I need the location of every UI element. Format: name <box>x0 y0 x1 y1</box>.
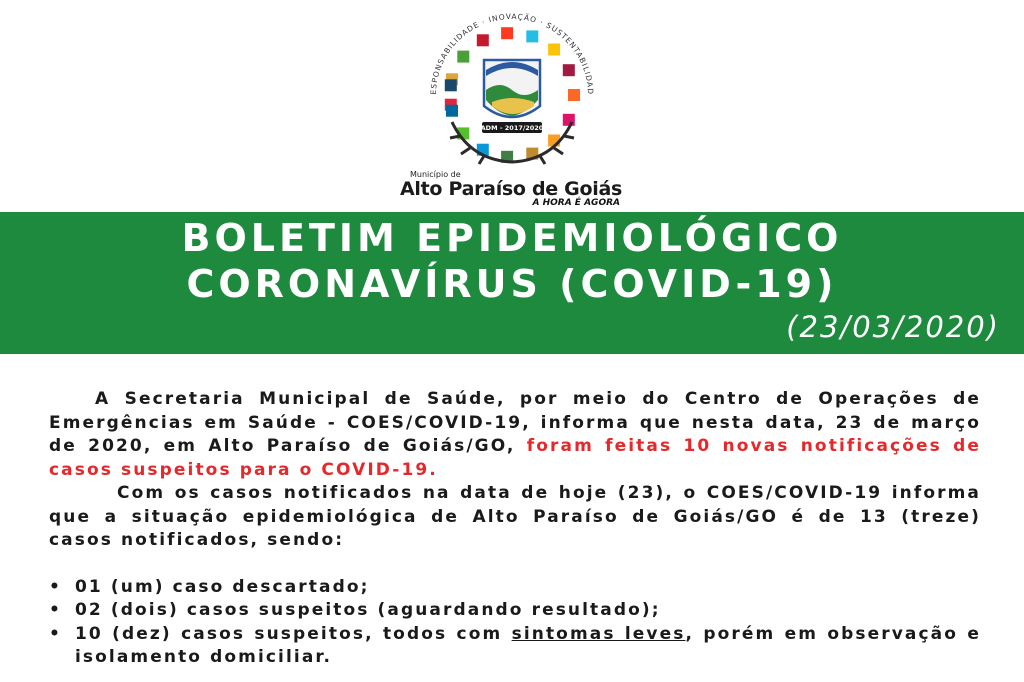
list-item <box>49 623 981 670</box>
shield-icon <box>484 60 540 117</box>
bullet-icon: • <box>49 600 62 620</box>
bulletin-body <box>49 388 981 670</box>
sdg-square <box>477 34 489 46</box>
list-item-text-before: 10 (dez) casos suspeitos, todos com <box>75 623 503 644</box>
list-item-text-after: , porém em observação e isolamento domiciliar. <box>75 623 981 667</box>
municipio-name: Alto Paraíso de Goiás <box>400 178 622 200</box>
municipal-logo <box>400 10 624 210</box>
sdg-square <box>563 64 575 76</box>
sdg-square <box>563 114 575 126</box>
intro-highlight: foram feitas 10 novas notificações de casos suspeitos para o COVID-19. <box>49 436 981 480</box>
mild-symptoms-text: sintomas leves <box>511 623 686 644</box>
list-item-text: 02 (dois) casos suspeitos (aguardando resultado); <box>75 600 661 620</box>
admin-badge-text: ADM - 2017/2020 <box>480 124 544 132</box>
list-item <box>49 576 981 600</box>
sdg-square <box>548 44 560 56</box>
intro-text: A Secretaria Municipal de Saúde, por meio do Centro de Operações de Emergências em Saúde - COES/COVID-19, informa que nesta data, 23 de março de 2020, em Alto Paraíso de Goiás/GO, <box>49 389 981 456</box>
sdg-square <box>457 51 469 63</box>
municipio-label: Município de <box>410 170 461 179</box>
bullet-icon: • <box>49 623 62 644</box>
paragraph-situation: Com os casos notificados na data de hoje (23), o COES/COVID-19 informa que a situação epidemiológica de Alto Paraíso de Goiás/GO é de 13 (treze) casos notificados, sendo: <box>49 483 981 550</box>
case-list <box>49 576 981 670</box>
bullet-icon: • <box>49 576 62 597</box>
sdg-square <box>568 89 580 101</box>
bulletin-date: (23/03/2020) <box>786 310 1000 344</box>
slogan: A HORA É AGORA <box>532 198 620 208</box>
page-title-line-1: BOLETIM EPIDEMIOLÓGICO <box>181 216 843 260</box>
page-title-line-2: CORONAVÍRUS (COVID-19) <box>186 262 838 306</box>
emblem-icon <box>400 10 624 175</box>
list-item-text: 01 (um) caso descartado; <box>75 576 370 597</box>
list-item <box>49 599 981 623</box>
paragraph-intro <box>49 388 981 482</box>
sdg-square <box>446 105 458 117</box>
sdg-square <box>526 30 538 42</box>
title-banner <box>0 212 1024 354</box>
ring-text: ESPONSABILIDADE · INOVAÇÃO · SUSTENTABILIDAD <box>428 11 596 96</box>
sdg-square <box>501 27 513 39</box>
sdg-square <box>445 79 457 91</box>
